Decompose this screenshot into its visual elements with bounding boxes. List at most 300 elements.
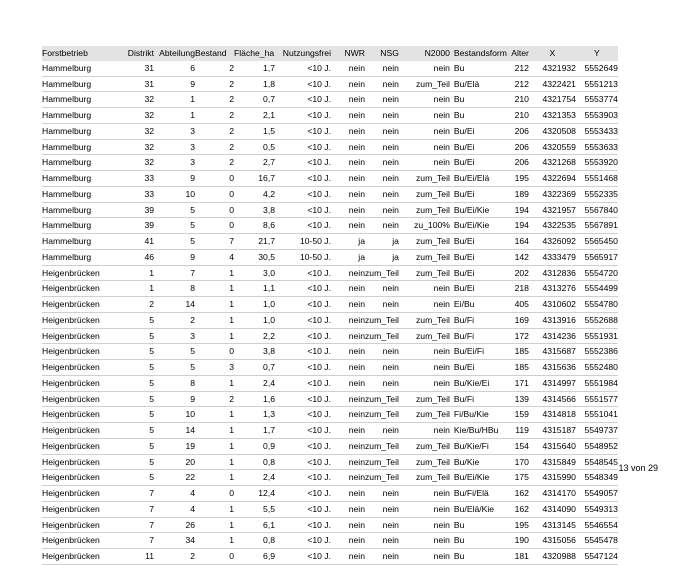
cell-forstbetrieb: Heigenbrücken: [42, 283, 100, 294]
cell-x: 4314236: [542, 330, 576, 341]
cell-nwr: nein: [348, 94, 365, 105]
cell-bestandsform: Kie/Bu/HBu: [453, 425, 499, 436]
cell-nsg: nein: [382, 519, 399, 530]
cell-nsg: nein: [382, 173, 399, 184]
column-header-distrikt: Distrikt: [127, 48, 154, 59]
table-row: [42, 423, 618, 439]
cell-nwr: nein: [348, 283, 365, 294]
cell-nwr: nein: [348, 440, 365, 451]
cell-alter: 169: [514, 314, 529, 325]
cell-distrikt: 11: [145, 551, 154, 562]
cell-distrikt: 32: [144, 157, 154, 168]
table-row: [42, 108, 618, 124]
cell-flaeche: 1,1: [263, 283, 275, 294]
cell-nutzungsfrei: <10 J.: [307, 362, 331, 373]
cell-nsg: nein: [382, 488, 399, 499]
cell-x: 4314170: [542, 488, 576, 499]
cell-nutzungsfrei: <10 J.: [307, 409, 331, 420]
cell-flaeche: 2,4: [263, 472, 275, 483]
cell-nsg: nein: [382, 141, 399, 152]
cell-bestand: 3: [229, 362, 234, 373]
cell-n2000: zum_Teil: [416, 393, 450, 404]
cell-bestandsform: Bu/Kie/Fi: [453, 440, 489, 451]
cell-forstbetrieb: Hammelburg: [42, 110, 92, 121]
table-row: [42, 517, 618, 533]
cell-flaeche: 4,2: [263, 188, 275, 199]
cell-bestandsform: Bu/Kie/Ei: [453, 377, 490, 388]
cell-n2000: zum_Teil: [416, 204, 450, 215]
cell-bestandsform: Fi/Bu/Kie: [453, 409, 489, 420]
table-row: [42, 139, 618, 155]
cell-distrikt: 33: [144, 188, 154, 199]
cell-nsg: nein: [382, 220, 399, 231]
cell-distrikt: 39: [144, 220, 154, 231]
cell-alter: 210: [514, 110, 529, 121]
cell-n2000: zum_Teil: [416, 440, 450, 451]
cell-distrikt: 7: [149, 519, 154, 530]
cell-nutzungsfrei: <10 J.: [307, 503, 331, 514]
cell-nwr: nein: [348, 125, 365, 136]
cell-bestand: 2: [229, 94, 234, 105]
cell-nsg: zum_Teil: [365, 330, 399, 341]
cell-flaeche: 1,6: [263, 393, 275, 404]
cell-bestandsform: Bu/Ei: [453, 283, 475, 294]
cell-alter: 210: [514, 94, 529, 105]
cell-distrikt: 5: [149, 377, 154, 388]
cell-forstbetrieb: Heigenbrücken: [42, 267, 100, 278]
cell-distrikt: 32: [144, 94, 154, 105]
cell-n2000: nein: [433, 362, 450, 373]
table-row: [42, 344, 618, 360]
cell-nwr: nein: [348, 314, 365, 325]
cell-alter: 194: [514, 204, 529, 215]
cell-bestand: 1: [229, 377, 234, 388]
cell-bestand: 1: [229, 519, 234, 530]
cell-bestand: 1: [229, 440, 234, 451]
table-row: [42, 123, 618, 139]
cell-forstbetrieb: Hammelburg: [42, 188, 92, 199]
page-number: 13 von 29: [618, 463, 658, 473]
cell-distrikt: 7: [149, 488, 154, 499]
table-row: [42, 486, 618, 502]
cell-forstbetrieb: Heigenbrücken: [42, 330, 100, 341]
table-row: [42, 249, 618, 265]
cell-nsg: nein: [382, 157, 399, 168]
cell-distrikt: 31: [144, 78, 154, 89]
cell-flaeche: 1,7: [263, 425, 275, 436]
cell-distrikt: 39: [144, 204, 154, 215]
cell-bestandsform: Bu/Ei/Elä: [453, 173, 490, 184]
cell-alter: 170: [514, 456, 529, 467]
cell-alter: 218: [514, 283, 529, 294]
cell-nsg: nein: [382, 346, 399, 357]
cell-forstbetrieb: Hammelburg: [42, 204, 92, 215]
cell-forstbetrieb: Heigenbrücken: [42, 440, 100, 451]
cell-nsg: zum_Teil: [365, 314, 399, 325]
cell-n2000: nein: [433, 283, 450, 294]
cell-y: 5553433: [584, 125, 618, 136]
cell-abteilung: 1: [190, 94, 195, 105]
cell-distrikt: 5: [149, 440, 154, 451]
cell-y: 5553920: [584, 157, 618, 168]
cell-nsg: nein: [382, 283, 399, 294]
column-header-bestand: Bestand: [195, 48, 227, 59]
cell-y: 5549057: [584, 488, 618, 499]
cell-flaeche: 1,8: [263, 78, 275, 89]
cell-bestandsform: Bu/Ei: [453, 188, 475, 199]
table-row: [42, 265, 618, 281]
cell-nutzungsfrei: <10 J.: [307, 377, 331, 388]
cell-nsg: ja: [392, 236, 399, 247]
forest-stand-table: [42, 46, 618, 565]
cell-x: 4313916: [542, 314, 576, 325]
cell-nutzungsfrei: <10 J.: [307, 204, 331, 215]
cell-alter: 171: [514, 377, 529, 388]
cell-alter: 159: [514, 409, 529, 420]
cell-forstbetrieb: Heigenbrücken: [42, 299, 100, 310]
cell-nutzungsfrei: <10 J.: [307, 173, 331, 184]
cell-flaeche: 16,7: [258, 173, 275, 184]
cell-x: 4321754: [542, 94, 576, 105]
cell-y: 5551931: [584, 330, 618, 341]
cell-nsg: zum_Teil: [365, 409, 399, 420]
cell-nwr: nein: [348, 425, 365, 436]
cell-y: 5547124: [584, 551, 618, 562]
cell-x: 4315849: [542, 456, 576, 467]
cell-forstbetrieb: Heigenbrücken: [42, 519, 100, 530]
cell-nsg: nein: [382, 78, 399, 89]
cell-nutzungsfrei: <10 J.: [307, 62, 331, 73]
cell-n2000: nein: [433, 125, 450, 136]
cell-bestandsform: Bu: [453, 551, 465, 562]
cell-forstbetrieb: Heigenbrücken: [42, 409, 100, 420]
table-row: [42, 470, 618, 486]
cell-nwr: nein: [348, 503, 365, 514]
cell-nutzungsfrei: <10 J.: [307, 125, 331, 136]
cell-bestand: 1: [229, 472, 234, 483]
cell-nsg: nein: [382, 204, 399, 215]
cell-flaeche: 1,0: [263, 299, 275, 310]
cell-bestandsform: Bu/Ei: [453, 251, 475, 262]
cell-nwr: nein: [348, 409, 365, 420]
cell-abteilung: 20: [185, 456, 195, 467]
cell-nwr: ja: [358, 251, 365, 262]
cell-flaeche: 3,0: [263, 267, 275, 278]
column-header-bestandsform: Bestandsform: [453, 48, 507, 59]
cell-bestand: 1: [229, 535, 234, 546]
cell-nutzungsfrei: <10 J.: [307, 157, 331, 168]
cell-forstbetrieb: Hammelburg: [42, 236, 92, 247]
cell-abteilung: 9: [190, 78, 195, 89]
cell-y: 5565450: [584, 236, 618, 247]
cell-flaeche: 2,7: [263, 157, 275, 168]
cell-forstbetrieb: Heigenbrücken: [42, 377, 100, 388]
column-header-forstbetrieb: Forstbetrieb: [42, 48, 88, 59]
cell-bestandsform: Bu: [453, 62, 465, 73]
cell-distrikt: 5: [149, 314, 154, 325]
cell-abteilung: 9: [190, 251, 195, 262]
cell-alter: 185: [514, 362, 529, 373]
cell-y: 5567891: [584, 220, 618, 231]
cell-y: 5551577: [584, 393, 618, 404]
column-header-nwr: NWR: [344, 48, 365, 59]
cell-abteilung: 7: [190, 267, 195, 278]
cell-flaeche: 21,7: [258, 236, 275, 247]
cell-nutzungsfrei: <10 J.: [307, 425, 331, 436]
cell-bestandsform: Bu: [453, 519, 465, 530]
cell-x: 4321353: [542, 110, 576, 121]
cell-forstbetrieb: Heigenbrücken: [42, 472, 100, 483]
cell-nutzungsfrei: <10 J.: [307, 488, 331, 499]
cell-distrikt: 5: [149, 362, 154, 373]
cell-x: 4320988: [542, 551, 576, 562]
cell-bestandsform: Bu/Ei/Kie: [453, 220, 490, 231]
cell-distrikt: 46: [144, 251, 154, 262]
cell-x: 4313145: [542, 519, 576, 530]
cell-n2000: zum_Teil: [416, 188, 450, 199]
cell-nutzungsfrei: <10 J.: [307, 78, 331, 89]
cell-abteilung: 14: [185, 299, 195, 310]
cell-bestand: 0: [229, 204, 234, 215]
cell-alter: 154: [514, 440, 529, 451]
cell-bestand: 2: [229, 393, 234, 404]
cell-abteilung: 9: [190, 173, 195, 184]
cell-abteilung: 8: [190, 283, 195, 294]
cell-distrikt: 5: [149, 409, 154, 420]
column-header-abteilung: Abteilung: [159, 48, 195, 59]
cell-y: 5551213: [584, 78, 618, 89]
cell-bestandsform: Bu/Fi: [453, 393, 474, 404]
cell-forstbetrieb: Heigenbrücken: [42, 503, 100, 514]
cell-n2000: nein: [433, 488, 450, 499]
cell-n2000: nein: [433, 157, 450, 168]
cell-nwr: nein: [348, 488, 365, 499]
cell-flaeche: 0,9: [263, 440, 275, 451]
cell-nutzungsfrei: <10 J.: [307, 440, 331, 451]
table-row: [42, 92, 618, 108]
cell-nsg: nein: [382, 188, 399, 199]
cell-abteilung: 1: [190, 110, 195, 121]
cell-forstbetrieb: Hammelburg: [42, 220, 92, 231]
cell-y: 5548545: [584, 456, 618, 467]
column-header-n2000: N2000: [424, 48, 450, 59]
cell-nwr: nein: [348, 110, 365, 121]
table-row: [42, 533, 618, 549]
table-row: [42, 281, 618, 297]
cell-distrikt: 5: [149, 330, 154, 341]
cell-nutzungsfrei: <10 J.: [307, 346, 331, 357]
cell-abteilung: 3: [190, 157, 195, 168]
cell-n2000: zum_Teil: [416, 314, 450, 325]
cell-bestandsform: Bu/Ei/Fi: [453, 346, 485, 357]
cell-abteilung: 2: [190, 551, 195, 562]
cell-bestandsform: Bu/Fi: [453, 330, 474, 341]
cell-flaeche: 0,8: [263, 456, 275, 467]
cell-nutzungsfrei: <10 J.: [307, 188, 331, 199]
cell-bestandsform: Bu/Ei/Kie: [453, 472, 490, 483]
cell-bestand: 2: [229, 78, 234, 89]
cell-nwr: nein: [348, 362, 365, 373]
cell-n2000: nein: [433, 141, 450, 152]
cell-distrikt: 33: [144, 173, 154, 184]
cell-alter: 195: [514, 519, 529, 530]
cell-nwr: nein: [348, 173, 365, 184]
cell-abteilung: 10: [185, 188, 195, 199]
cell-x: 4315990: [542, 472, 576, 483]
cell-distrikt: 2: [149, 299, 154, 310]
table-row: [42, 391, 618, 407]
cell-nutzungsfrei: <10 J.: [307, 551, 331, 562]
cell-bestandsform: Bu: [453, 535, 465, 546]
cell-nutzungsfrei: 10-50 J.: [299, 251, 331, 262]
cell-bestandsform: Bu/Ei: [453, 125, 475, 136]
cell-bestand: 1: [229, 330, 234, 341]
cell-n2000: zum_Teil: [416, 78, 450, 89]
column-header-nutzungsfrei: Nutzungsfrei: [282, 48, 331, 59]
cell-nsg: nein: [382, 94, 399, 105]
cell-alter: 185: [514, 346, 529, 357]
cell-distrikt: 5: [149, 393, 154, 404]
cell-x: 4322535: [542, 220, 576, 231]
cell-nsg: nein: [382, 299, 399, 310]
cell-x: 4321268: [542, 157, 576, 168]
cell-nsg: nein: [382, 125, 399, 136]
cell-nutzungsfrei: <10 J.: [307, 472, 331, 483]
cell-nutzungsfrei: <10 J.: [307, 314, 331, 325]
cell-flaeche: 30,5: [258, 251, 275, 262]
cell-y: 5552386: [584, 346, 618, 357]
cell-nwr: nein: [348, 204, 365, 215]
cell-abteilung: 5: [190, 362, 195, 373]
cell-forstbetrieb: Heigenbrücken: [42, 456, 100, 467]
cell-nsg: zum_Teil: [365, 472, 399, 483]
cell-y: 5553903: [584, 110, 618, 121]
cell-nwr: nein: [348, 377, 365, 388]
cell-x: 4322369: [542, 188, 576, 199]
cell-n2000: nein: [433, 535, 450, 546]
cell-x: 4315636: [542, 362, 576, 373]
cell-bestand: 2: [229, 157, 234, 168]
cell-x: 4315640: [542, 440, 576, 451]
cell-abteilung: 22: [185, 472, 195, 483]
cell-flaeche: 6,9: [263, 551, 275, 562]
cell-abteilung: 26: [185, 519, 195, 530]
cell-abteilung: 5: [190, 220, 195, 231]
cell-bestandsform: Bu/Kie: [453, 456, 480, 467]
cell-abteilung: 3: [190, 330, 195, 341]
cell-flaeche: 2,4: [263, 377, 275, 388]
cell-abteilung: 2: [190, 314, 195, 325]
cell-alter: 162: [514, 488, 529, 499]
cell-nutzungsfrei: <10 J.: [307, 330, 331, 341]
cell-y: 5554780: [584, 299, 618, 310]
cell-n2000: nein: [433, 503, 450, 514]
cell-bestandsform: Bu/Ei: [453, 267, 475, 278]
table-row: [42, 297, 618, 313]
cell-nutzungsfrei: <10 J.: [307, 110, 331, 121]
cell-y: 5553774: [584, 94, 618, 105]
cell-x: 4313276: [542, 283, 576, 294]
cell-nutzungsfrei: <10 J.: [307, 283, 331, 294]
cell-y: 5552335: [584, 188, 618, 199]
cell-y: 5548349: [584, 472, 618, 483]
cell-distrikt: 41: [144, 236, 154, 247]
cell-bestandsform: Bu/Elä: [453, 78, 480, 89]
cell-alter: 206: [514, 125, 529, 136]
table-body: [42, 61, 618, 565]
cell-nsg: ja: [392, 251, 399, 262]
cell-nsg: zum_Teil: [365, 267, 399, 278]
cell-distrikt: 32: [144, 110, 154, 121]
cell-alter: 194: [514, 220, 529, 231]
cell-forstbetrieb: Hammelburg: [42, 78, 92, 89]
cell-x: 4314997: [542, 377, 576, 388]
cell-y: 5549737: [584, 425, 618, 436]
cell-nwr: nein: [348, 551, 365, 562]
cell-abteilung: 5: [190, 204, 195, 215]
cell-bestandsform: Ei/Bu: [453, 299, 475, 310]
cell-n2000: nein: [433, 551, 450, 562]
table-row: [42, 312, 618, 328]
cell-y: 5549313: [584, 503, 618, 514]
cell-distrikt: 5: [149, 425, 154, 436]
cell-abteilung: 4: [190, 503, 195, 514]
cell-x: 4315687: [542, 346, 576, 357]
cell-bestand: 1: [229, 503, 234, 514]
cell-nwr: nein: [348, 267, 365, 278]
cell-n2000: nein: [433, 346, 450, 357]
cell-distrikt: 32: [144, 141, 154, 152]
cell-n2000: zum_Teil: [416, 456, 450, 467]
cell-n2000: zum_Teil: [416, 472, 450, 483]
cell-nsg: nein: [382, 425, 399, 436]
cell-n2000: nein: [433, 377, 450, 388]
table-row: [42, 186, 618, 202]
cell-alter: 206: [514, 157, 529, 168]
cell-flaeche: 3,8: [263, 346, 275, 357]
cell-alter: 206: [514, 141, 529, 152]
cell-n2000: zu_100%: [414, 220, 450, 231]
cell-y: 5551041: [584, 409, 618, 420]
cell-abteilung: 5: [190, 236, 195, 247]
cell-n2000: nein: [433, 425, 450, 436]
cell-flaeche: 0,7: [263, 94, 275, 105]
cell-forstbetrieb: Heigenbrücken: [42, 425, 100, 436]
cell-x: 4315056: [542, 535, 576, 546]
cell-nutzungsfrei: <10 J.: [307, 141, 331, 152]
cell-nsg: nein: [382, 551, 399, 562]
cell-abteilung: 34: [185, 535, 195, 546]
cell-y: 5551984: [584, 377, 618, 388]
cell-bestandsform: Bu: [453, 110, 465, 121]
cell-nsg: nein: [382, 377, 399, 388]
column-header-x: X: [549, 48, 556, 59]
cell-alter: 164: [514, 236, 529, 247]
cell-forstbetrieb: Hammelburg: [42, 62, 92, 73]
cell-bestand: 1: [229, 409, 234, 420]
cell-n2000: nein: [433, 519, 450, 530]
cell-forstbetrieb: Heigenbrücken: [42, 551, 100, 562]
cell-n2000: nein: [433, 94, 450, 105]
cell-n2000: zum_Teil: [416, 267, 450, 278]
cell-flaeche: 1,7: [263, 62, 275, 73]
cell-alter: 405: [514, 299, 529, 310]
cell-flaeche: 0,7: [263, 362, 275, 373]
table-row: [42, 407, 618, 423]
cell-alter: 189: [514, 188, 529, 199]
cell-flaeche: 1,5: [263, 125, 275, 136]
cell-alter: 212: [514, 62, 529, 73]
